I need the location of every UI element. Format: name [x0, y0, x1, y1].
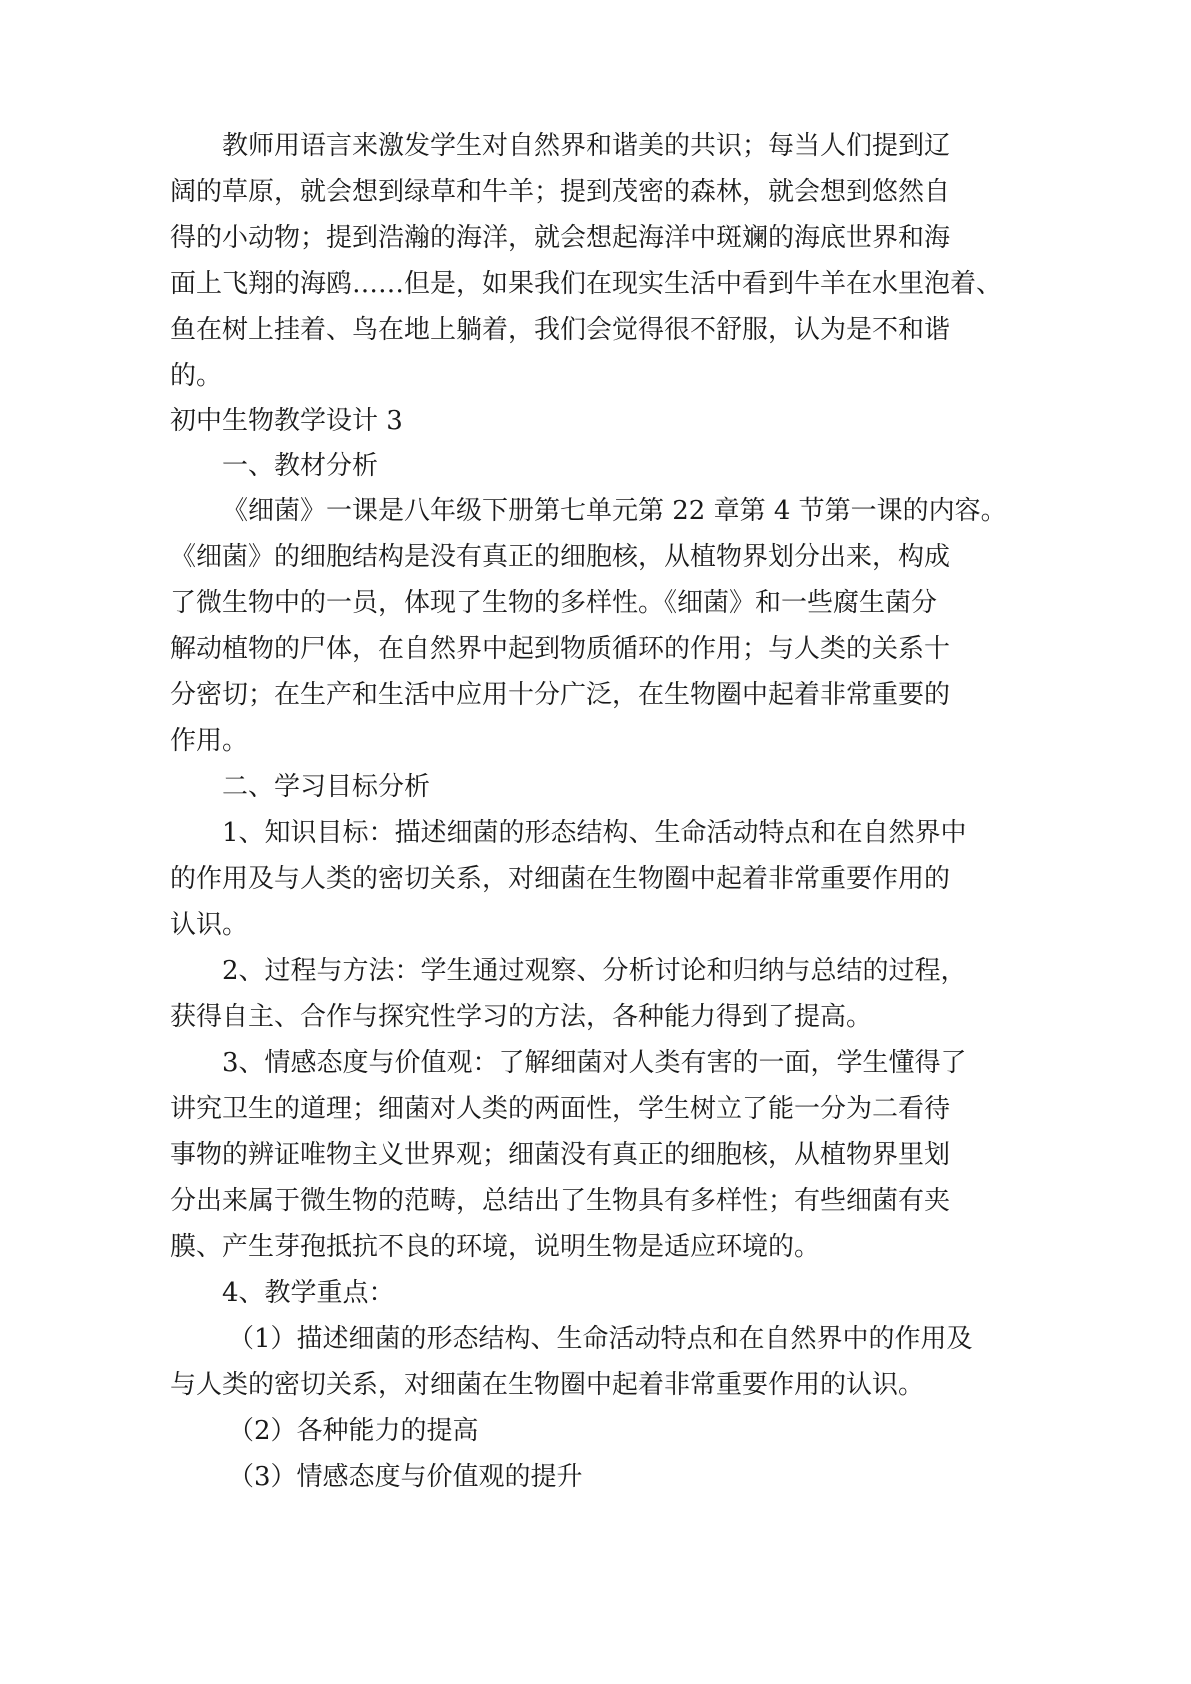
text-line: 《细菌》一课是八年级下册第七单元第 22 章第 4 节第一课的内容。	[222, 496, 1007, 526]
text-line: 阔的草原，就会想到绿草和牛羊；提到茂密的森林，就会想到悠然自	[170, 177, 951, 207]
text-line: （2）各种能力的提高	[228, 1416, 479, 1446]
section-heading: 一、教材分析	[222, 451, 379, 481]
text-line: 1、知识目标：描述细菌的形态结构、生命活动特点和在自然界中	[222, 818, 967, 848]
text-line: 事物的辨证唯物主义世界观；细菌没有真正的细胞核，从植物界里划	[170, 1140, 951, 1170]
text-line: 获得自主、合作与探究性学习的方法，各种能力得到了提高。	[170, 1002, 873, 1032]
text-line: 的。	[170, 361, 223, 391]
text-line: 得的小动物；提到浩瀚的海洋，就会想起海洋中斑斓的海底世界和海	[170, 223, 951, 253]
section-title: 初中生物教学设计 3	[170, 406, 403, 436]
text-line: 作用。	[170, 726, 249, 756]
text-line: 面上飞翔的海鸥……但是，如果我们在现实生活中看到牛羊在水里泡着、	[170, 269, 1003, 299]
text-line: 分出来属于微生物的范畴，总结出了生物具有多样性；有些细菌有夹	[170, 1186, 951, 1216]
text-line: 2、过程与方法：学生通过观察、分析讨论和归纳与总结的过程，	[222, 956, 967, 986]
text-line: 认识。	[170, 910, 249, 940]
text-line: 4、教学重点：	[222, 1278, 395, 1308]
text-line: 3、情感态度与价值观：了解细菌对人类有害的一面，学生懂得了	[222, 1048, 967, 1078]
section-heading: 二、学习目标分析	[222, 772, 431, 802]
text-line: （3）情感态度与价值观的提升	[228, 1462, 583, 1492]
text-line: 的作用及与人类的密切关系，对细菌在生物圈中起着非常重要作用的	[170, 864, 951, 894]
text-line: 与人类的密切关系，对细菌在生物圈中起着非常重要作用的认识。	[170, 1370, 925, 1400]
text-line: 解动植物的尸体，在自然界中起到物质循环的作用；与人类的关系十	[170, 634, 951, 664]
text-line: 教师用语言来激发学生对自然界和谐美的共识；每当人们提到辽	[222, 131, 951, 161]
text-line: 分密切；在生产和生活中应用十分广泛，在生物圈中起着非常重要的	[170, 680, 951, 710]
text-line: 膜、产生芽孢抵抗不良的环境，说明生物是适应环境的。	[170, 1232, 821, 1262]
text-line: （1）描述细菌的形态结构、生命活动特点和在自然界中的作用及	[228, 1324, 973, 1354]
text-line: 了微生物中的一员，体现了生物的多样性。《细菌》和一些腐生菌分	[170, 588, 938, 618]
text-line: 鱼在树上挂着、鸟在地上躺着，我们会觉得很不舒服，认为是不和谐	[170, 315, 951, 345]
text-line: 讲究卫生的道理；细菌对人类的两面性，学生树立了能一分为二看待	[170, 1094, 951, 1124]
text-line: 《细菌》的细胞结构是没有真正的细胞核，从植物界划分出来，构成	[170, 542, 951, 572]
